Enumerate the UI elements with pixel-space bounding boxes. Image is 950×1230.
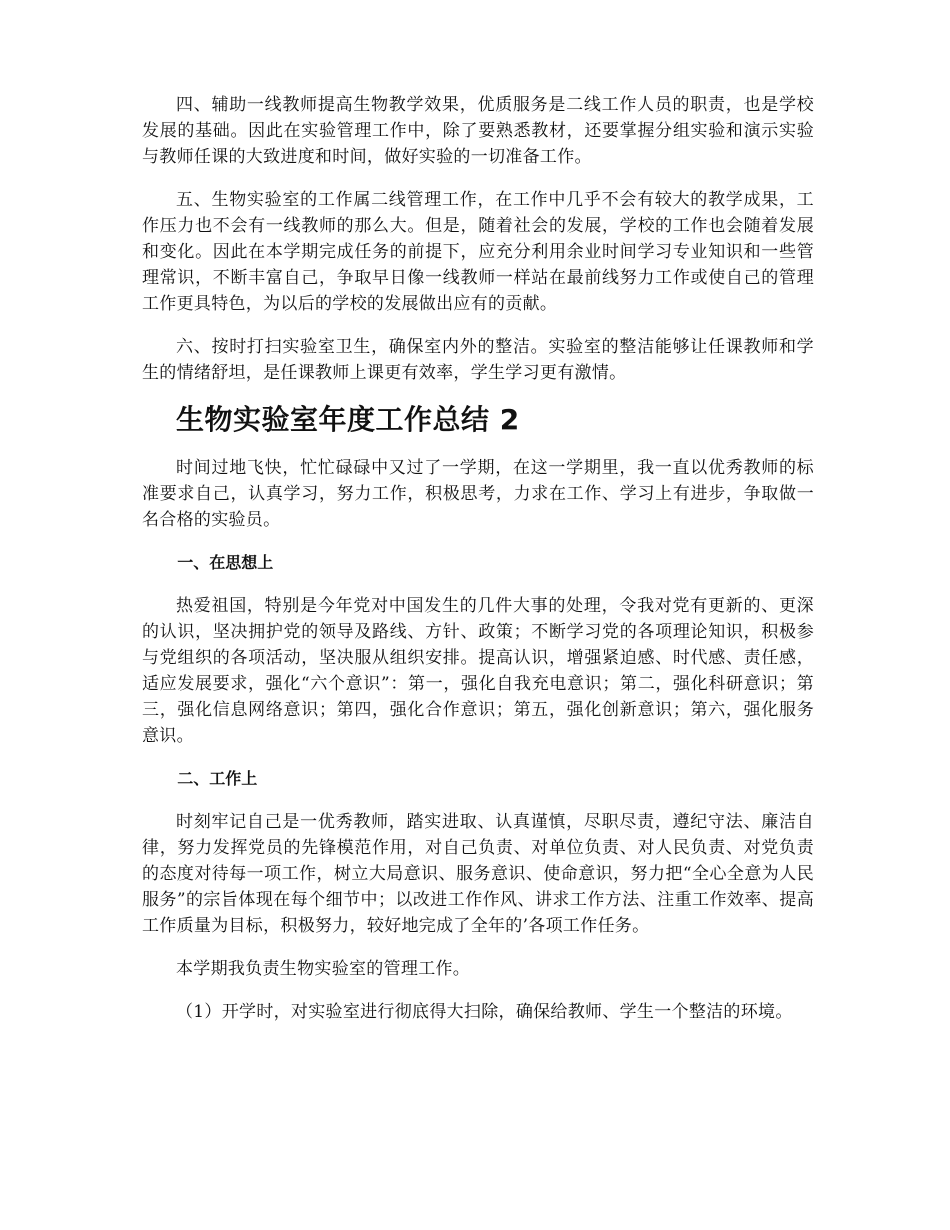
paragraph-management-intro: 本学期我负责生物实验室的管理工作。 xyxy=(176,959,471,979)
paragraph-assist-teachers: 四、辅助一线教师提高生物教学效果，优质服务是二线工作人员的职责，也是学校发展的基础。因此在实验管理工作中，除了要熟悉教材，还要掌握分组实验和演示实验与教师任课的大致进度和时间，做好实验的一切准备工作。 xyxy=(142,95,814,167)
list-item-1: （1）开学时，对实验室进行彻底得大扫除，确保给教师、学生一个整洁的环境。 xyxy=(176,1002,793,1022)
paragraph-thought: 热爱祖国，特别是今年党对中国发生的几件大事的处理，令我对党有更新的、更深的认识，坚决拥护党的领导及路线、方针、政策；不断学习党的各项理论知识，积极参与党组织的各项活动，坚决服从组织安排。提高认识，增强紧迫感、时代感、责任感，适应发展要求，强化“六个意识”：第一，强化自我充电意识；第二，强化科研意识；第三，强化信息网络意识；第四，强化合作意识；第五，强化创新意识；第六，强化服务意识。 xyxy=(142,596,814,746)
paragraph-second-line-work: 五、生物实验室的工作属二线管理工作，在工作中几乎不会有较大的教学成果，工作压力也不会有一线教师的那么大。但是，随着社会的发展，学校的工作也会随着发展和变化。因此在本学期完成任务的前提下，应充分利用余业时间学习专业知识和一些管理常识，不断丰富自己，争取早日像一线教师一样站在最前线努力工作或使自己的管理工作更具特色，为以后的学校的发展做出应有的贡献。 xyxy=(142,190,814,314)
paragraph-work: 时刻牢记自己是一优秀教师，踏实进取、认真谨慎，尽职尽责，遵纪守法、廉洁自律，努力发挥党员的先锋模范作用，对自己负责、对单位负责、对人民负责、对党负责的态度对待每一项工作，树立大局意识、服务意识、使命意识，努力把“全心全意为人民服务”的宗旨体现在每个细节中；以改进工作作风、讲求工作方法、注重工作效率、提高工作质量为目标，积极努力，较好地完成了全年的’各项工作任务。 xyxy=(142,812,814,936)
subheading-thought: 一、在思想上 xyxy=(177,553,274,572)
subheading-work: 二、工作上 xyxy=(177,769,258,788)
section-title: 生物实验室年度工作总结 2 xyxy=(176,403,520,436)
paragraph-lab-cleaning: 六、按时打扫实验室卫生，确保室内外的整洁。实验室的整洁能够让任课教师和学生的情绪舒坦，是任课教师上课更有效率，学生学习更有激情。 xyxy=(142,337,814,383)
paragraph-intro: 时间过地飞快，忙忙碌碌中又过了一学期，在这一学期里，我一直以优秀教师的标准要求自己，认真学习，努力工作，积极思考，力求在工作、学习上有进步，争取做一名合格的实验员。 xyxy=(142,458,814,530)
